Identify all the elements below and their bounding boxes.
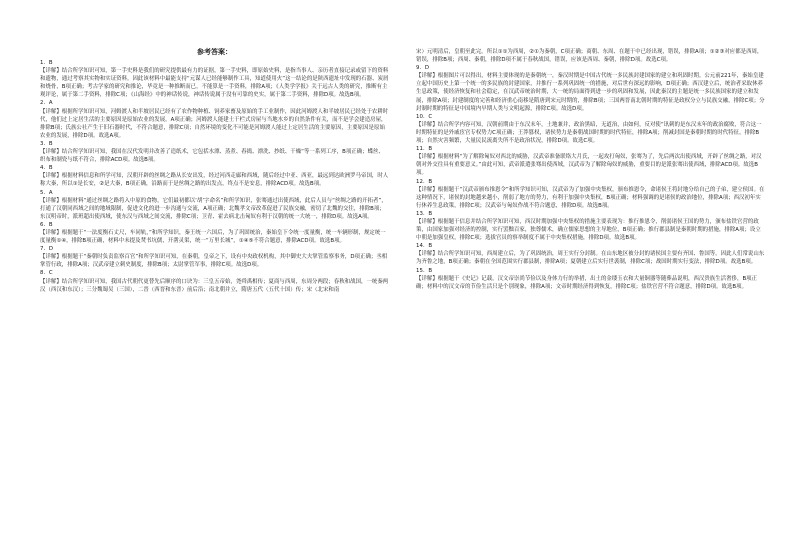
answer-detail: 【详解】根据题干“秦朝时负责监察百官”和所学知识可知，在秦朝，皇帝之下，设有中央政权机构，其中御史大夫掌管监察事务，D项正确；丞相掌管行政，排除A项；汉武帝建立刺史制度，排除B项；太尉掌管军事，排除C项。故选D项。: [40, 254, 388, 269]
answer-item: [40, 269, 389, 293]
answer-detail: 【详解】根据材料信息和所学可知，汉朝开辟的丝绸之路从长安出发，经过河西走廊和西域，随后经过中亚、西亚，最远到达欧洲罗马帝国，时人称大秦，所以①是长安，②是大秦，B项正确，沿路而于是丝绸之路的出发点，终点不是安息，排除ACD项。故选B项。: [40, 173, 389, 188]
answer-number: 9．D: [416, 65, 430, 72]
answer-number: 1．B: [40, 60, 53, 66]
answer-item: [40, 164, 389, 188]
answer-item: [40, 59, 389, 99]
answer-number: 14．B: [416, 243, 433, 250]
answer-detail: 【详解】根据题干“汉武帝颁布推恩令”和所学知识可知，汉武帝为了加强中央集权，颁布推恩令，命诸侯王将封地分给自己的子弟，建立侯国。在这种情况下，诸侯的封地越来越小，削弱了地方的势力，有利于加强中央集权，B项正确；材料强调的是诸侯的政治地位，排除A项；西汉初年实行休养生息政策，排除C项；汉武帝与匈奴作战不符合题意，排除D项。故选B项。: [416, 186, 765, 209]
answer-item: [40, 245, 389, 269]
answer-detail: 【详解】根据题干《史记》记载，汉文帝崇尚节俭以及身体力行的举措，出土的金缕玉衣和大量铜器等随葬品说明，西汉贵族生活奢侈，B项正确；材料中的汉文帝的节俭生活只是个别现象，排除A项；文帝时期经济得到恢复，排除C项；盐铁官营不符合题意，排除D项。故选B项。: [416, 275, 758, 290]
right-column: [416, 48, 765, 291]
answer-detail: 【详解】结合所学内容可知，汉朝前期由于东汉末年，土地兼并，政治黑暗，无道治，由如何，反对使“讯刺的是东汉末年的政治腐败，符合这一时期特征的是外戚宦官专权势力C项正确；王莽篡权，诸侯势力是秦朝战国时期的时代特征，排除A项；削减封国是秦朝时期的时代特征，排除B项；自然灾害频繁，大量民民流离失所不是政治状况，排除D项。故选C项。: [416, 121, 762, 145]
answer-detail: 【详解】根据图片可以得出，材料主要体现的是秦朝统一，秦汉时期是中国古代统一多民族封建国家的建立和巩固时期。公元前221年，秦始皇建立起中国历史上第一个统一的多民族的封建国家，并推行一系列巩固统一的措施，对后世有深远的影响，D项正确；西汉建立后，统治者采取休养生息政策，使经济恢复和社会稳定，在汉武帝统治时期，大一统的局面得到进一步的巩固和发展，因此秦汉的主题是统一多民族国家的建立和发展，排除A项；封建制度的完善和经济重心南移是隋唐到宋元时期的，排除B项；三国两晋南北朝时期的特征是政权分立与民族交融，排除C项；分封制时期的特征是中国境内早期人类与文明起源，排除C项。故选D项。: [416, 73, 765, 112]
answer-item: [416, 48, 765, 64]
answer-detail: 【详解】根据材料“为了解除匈奴对西北的威胁，汉武帝准备联络大月氏，一起攻打匈奴，张骞为了，先后两次出使西域，开辟了丝绸之路，对汉朝对外交往具有重要意义。”由此可知，武帝派遣张骞出使西域，汉武帝为了解除匈奴的威胁，重要目的是派张骞出使西域，排除ACD项。故选B项。: [416, 154, 762, 177]
answer-number: 8．C: [40, 270, 53, 277]
answer-item: [416, 210, 765, 242]
answer-item: [416, 178, 765, 210]
answer-number: 11．B: [416, 146, 433, 153]
answer-item: [416, 145, 765, 177]
answer-item: [416, 113, 765, 145]
answer-detail: 【详解】结合所学知识可知，第一手史料是我们的研究提供最有力的证据，第一手史料，即原始史料，是指当事人、亲历者直接记录或留下的资料和遗物，通过考察其实物和实证资料。因此该材料中最能支持“元谋人已经能够制作工具，知道使用火”这一结论的是陕西遗址中发现的石器、炭屑和烧骨，B项正确；考古学家的研究和推论，毕竟是一种推断而已，不能算是一手资料，排除A项；《人类学学报》关于远古人类的研究，推断有主观评论，属于第二手资料，排除C项；《山海经》中的神话传说，神话传说属于没有可靠的史实，属于第二手资料，排除D项。故选B项。: [40, 68, 389, 99]
answer-number: 3．B: [40, 140, 53, 147]
answer-item: [416, 242, 765, 266]
answer-number: 12．B: [416, 178, 433, 185]
answer-item: [40, 189, 389, 221]
answer-number: 6．B: [40, 221, 53, 228]
answer-detail: 宋）元明清后，皇朝至此完。所以①①为西周，②①为秦朝，C项正确；商朝、东周、在题干中已经出现，错误，排除A项；①②③对应都是西周，错误，排除B项；西周、秦朝，排除D项不属于春秋战国，错误，应该是西周、秦朝，排除D项。故选C项。: [416, 49, 763, 64]
answer-detail: 【详解】结合所学知识可知，我国在汉代发明并改善了造纸术，它包括水漂、蒸煮、舂捣、漂洗、抄纸、干燥“等一系列工序，B项正确；蝶丝、织布和制瓷与纸不符合，排除ACD项。故选B项。: [40, 149, 384, 164]
answer-detail: 【详解】结合所学知识可知，西周建立后，为了巩固统治，周王实行分封制。在山东地区被分封的诸侯国主要有齐国、鲁国等。因此人们常说山东为齐鲁之地，B项正确；秦朝在全国范围实行郡县制，排除A项；夏朝建立后实行世袭制，排除C项；战国时期实行变法，排除D项。故选B项。: [416, 251, 765, 266]
answer-detail: 【详解】根据所学知识可知，河姆渡人和半坡居民已经有了农作物种植、饲养家畜及原始的手工业制作，因此河姆渡人和半坡居民已经处于农耕时代，他们过上定居生活的主要原因是原始农业的发展，A项正确；河姆渡人能建土干栏式房屋与当地水乡的自然条件有关，而不是学会建造房屋，排除B项；氏族公社产生于旧石器时代，不符合题意，排除C项；自然环境的变化不可能是河姆渡人能过上定居生活的主要原因，主要原因是原始农业的发展，排除D项。故选A项。: [40, 108, 389, 139]
answer-number: 13．B: [416, 210, 433, 217]
answer-detail: 【详解】根据题干信息并结合所学知识可知，西汉时期加强中央集权的措施主要表现为：推行推恩令，削弱诸侯王国的势力，颁布盐铁官营的政策，由国家加强对经济的控制，实行罢黜百家，独尊儒术，确立儒家思想的主导地位，B项正确；推行郡县制是秦朝时期的措施，排除A项；设立中朝是加强皇权，排除C项；选拔官员的察举制度不属于中央集权措施，排除D项。故选B项。: [416, 218, 761, 242]
answer-number: 5．A: [40, 189, 53, 196]
answer-detail: 【详解】根据材料“通过丝绸之路将入中原的食物，它们最初都以‘胡’字命名”和所学知识，张骞通过出使西域，此后人员与“丝绸之路的开拓者”，打通了汉朝同西域之间的地域限制，促进文化的进一步沟通与交流，A项正确；北魏孝文帝改革促进了民族交融，密切了北魏的交往，排除B项；东汉明帝时，派班超出使西域，使东汉与西域之间交流，排除C项；卫青、霍去病北击匈奴有利于汉朝的统一大统一，排除D项。故选A项。: [40, 197, 387, 220]
answer-number: 7．D: [40, 246, 54, 253]
page-title: 参考答案：: [197, 48, 232, 56]
answer-item: [416, 267, 765, 291]
answer-number: 10．C: [416, 113, 433, 120]
answer-item: [40, 140, 389, 164]
answer-number: 15．B: [416, 267, 433, 274]
answer-number: 2．A: [40, 100, 53, 107]
answer-detail: 【详解】根据题干“一法度衡石丈尺，车同轨，”和所学知识，秦王统一六国后，为了巩固统治，秦始皇下令统一度量衡，统一车辆形制，规定统一度量衡①④，排除B项正确，材料中未提及焚书坑儒，开凿灵渠，统一“万里长城”，①④⑤不符合题意，排除ACD项。故选B项。: [40, 229, 386, 245]
answer-number: 4．B: [40, 165, 53, 172]
answer-item: [416, 64, 765, 113]
answer-detail: 【详解】结合所学知识可知，我国古代朝代更替先后顺序的口诀为：三皇五帝始，尧舜禹相传；夏商与西周，东周分两段；春秋和战国，一统秦两汉（西汉和东汉）；三分魏蜀吴（三国），二晋（西晋和东晋）前后沿；南北朝并立，隋唐五代（五代十国）传；宋（北宋和南: [40, 278, 389, 293]
answer-item: [40, 221, 389, 245]
left-column: [40, 59, 389, 294]
answer-item: [40, 99, 389, 139]
